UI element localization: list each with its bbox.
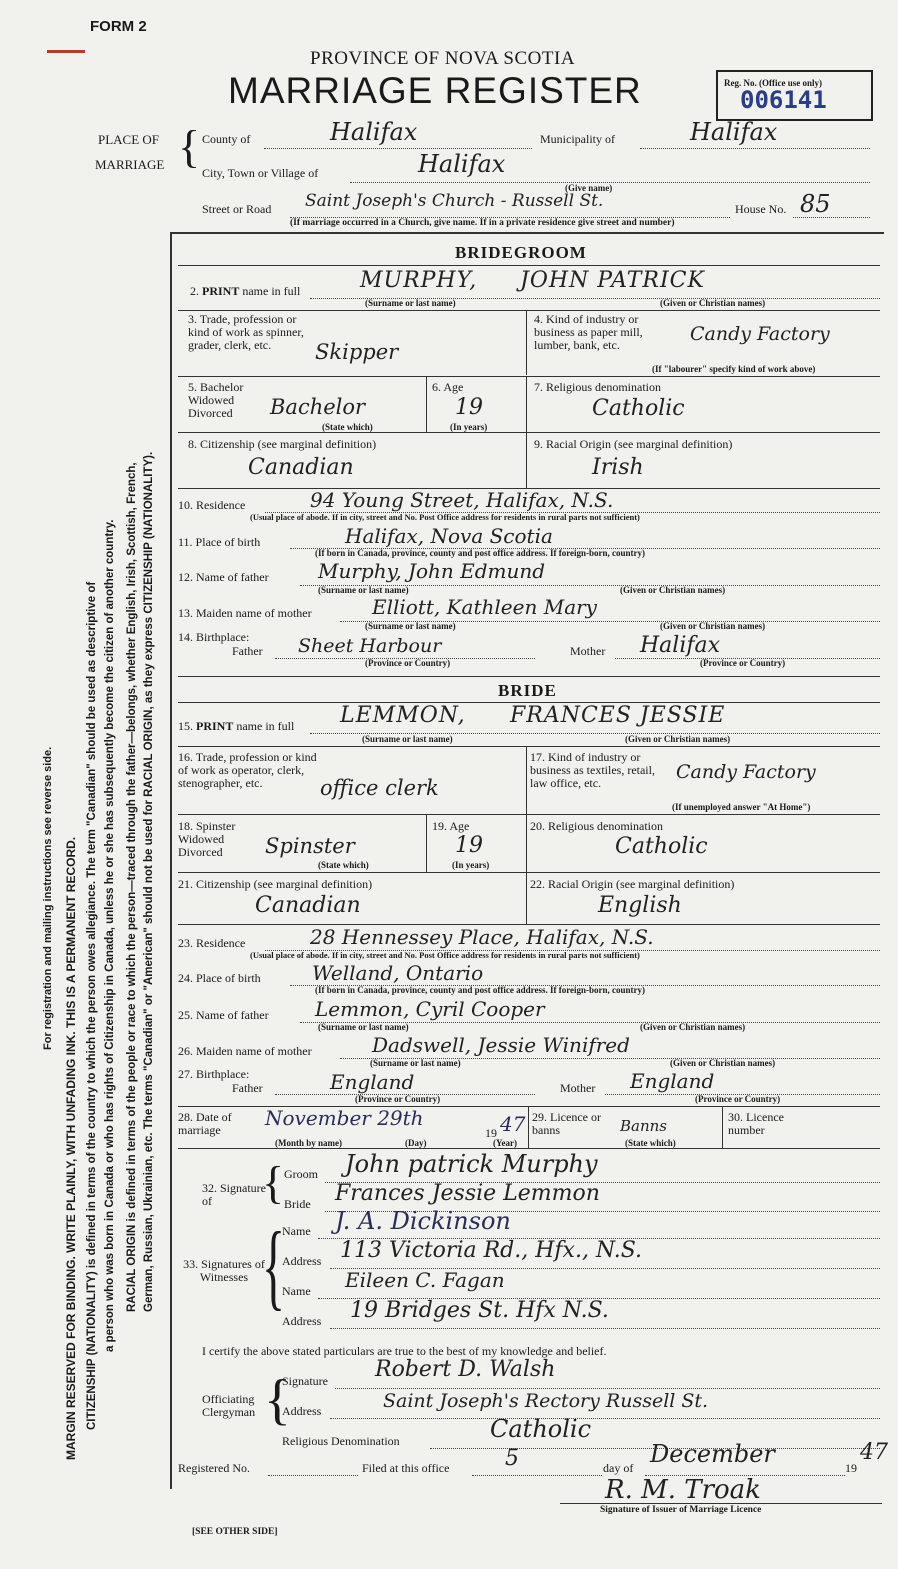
bride-religion-label: 20. Religious denomination xyxy=(530,819,663,833)
bride-father-caption-s: (Surname or last name) xyxy=(318,1022,409,1032)
county-label: County of xyxy=(202,132,251,146)
clergy-label: Officiating Clergyman xyxy=(202,1392,256,1419)
groom-age-caption: (In years) xyxy=(450,422,488,432)
province-heading: PROVINCE OF NOVA SCOTIA xyxy=(310,48,576,69)
bride-status-label: 18. Spinster Widowed Divorced xyxy=(178,819,236,859)
groom-industry: Candy Factory xyxy=(690,323,830,345)
bride-industry: Candy Factory xyxy=(676,761,816,783)
groom-surname: MURPHY, xyxy=(360,268,478,293)
bride-mother-label: 26. Maiden name of mother xyxy=(178,1044,312,1058)
groom-residence-label: 10. Residence xyxy=(178,498,246,512)
issuer-caption: Signature of Issuer of Marriage Licence xyxy=(600,1505,762,1515)
date-label: 28. Date of marriage xyxy=(178,1110,232,1137)
place-label-1: PLACE OF xyxy=(98,132,160,147)
groom-father: Murphy, John Edmund xyxy=(318,559,546,583)
bride-mother: Dadswell, Jessie Winifred xyxy=(372,1033,630,1057)
form-number: FORM 2 xyxy=(90,18,147,35)
give-name-caption: (Give name) xyxy=(565,183,613,193)
clergy-denomination-label: Religious Denomination xyxy=(282,1434,400,1448)
bride-father-label: 25. Name of father xyxy=(178,1008,269,1022)
clergy-denomination: Catholic xyxy=(490,1415,592,1443)
bride-trade-label: 16. Trade, profession or kind of work as operator, clerk, stenographer, etc. xyxy=(178,750,317,790)
day-caption: (Day) xyxy=(405,1138,427,1148)
margin-line-3: CITIZENSHIP (NATIONALITY) is defined in terms of the country to which the person owes allegiance. The term "Canadian" should be used as descriptive of xyxy=(86,581,98,1430)
groom-citizenship-label: 8. Citizenship (see marginal definition) xyxy=(188,437,377,451)
date-value: November 29th xyxy=(265,1106,424,1130)
groom-bp-father: Sheet Harbour xyxy=(298,635,442,657)
licence-label: 29. Licence or banns xyxy=(532,1110,601,1137)
clergy-address-label: Address xyxy=(282,1404,322,1418)
groom-father-caption-g: (Given or Christian names) xyxy=(620,585,726,595)
bride-religion: Catholic xyxy=(615,834,708,859)
groom-age-label: 6. Age xyxy=(432,380,464,394)
bride-mother-caption-g: (Given or Christian names) xyxy=(670,1058,776,1068)
filed-year-prefix: 19 xyxy=(845,1461,857,1475)
red-mark xyxy=(47,50,85,53)
w1-name: J. A. Dickinson xyxy=(335,1207,511,1235)
bride-name-label: 15. PRINT name in full xyxy=(178,719,295,733)
place-label-2: MARRIAGE xyxy=(95,157,165,172)
groom-sig-label: Groom xyxy=(284,1167,318,1181)
municipality-label: Municipality of xyxy=(540,132,615,146)
bride-given-caption: (Given or Christian names) xyxy=(625,734,731,744)
groom-trade: Skipper xyxy=(315,340,399,364)
bride-residence-caption: (Usual place of abode. If in city, street and No. Post Office address for residents in rural parts not sufficient) xyxy=(250,950,640,960)
margin-line-1: For registration and mailing instructions see reverse side. xyxy=(42,746,54,1050)
groom-religion-label: 7. Religious denomination xyxy=(534,380,661,394)
bride-age-caption: (In years) xyxy=(452,860,490,870)
groom-signature: John patrick Murphy xyxy=(345,1150,598,1178)
groom-residence: 94 Young Street, Halifax, N.S. xyxy=(310,488,614,512)
margin-line-2: MARGIN RESERVED FOR BINDING. WRITE PLAINLY, WITH UNFADING INK. THIS IS A PERMANENT RECORD. xyxy=(64,836,78,1460)
groom-bp-mother-caption: (Province or Country) xyxy=(700,658,786,668)
groom-residence-caption: (Usual place of abode. If in city, street and No. Post Office address for residents in rural parts not sufficient) xyxy=(250,512,640,522)
witness-brace: { xyxy=(262,1212,286,1319)
bride-status: Spinster xyxy=(265,834,355,858)
bride-bp-mother-caption: (Province or Country) xyxy=(695,1094,781,1104)
groom-industry-label: 4. Kind of industry or business as paper mill, lumber, bank, etc. xyxy=(534,312,643,352)
street-value: Saint Joseph's Church - Russell St. xyxy=(305,191,604,211)
groom-birth-label: 11. Place of birth xyxy=(178,535,261,549)
bride-bp-father-label: Father xyxy=(232,1081,263,1095)
reg-no-box xyxy=(716,70,873,121)
bride-citizenship: Canadian xyxy=(255,893,361,918)
licence-no-label: 30. Licence number xyxy=(728,1110,784,1137)
month-caption: (Month by name) xyxy=(275,1138,342,1148)
bride-industry-label: 17. Kind of industry or business as textiles, retail, law office, etc. xyxy=(530,750,655,790)
w2-address: 19 Bridges St. Hfx N.S. xyxy=(350,1298,609,1323)
municipality-value: Halifax xyxy=(690,118,778,146)
filed-label: Filed at this office xyxy=(362,1461,450,1475)
bride-status-caption: (State which) xyxy=(318,860,369,870)
clergy-brace: { xyxy=(264,1369,291,1431)
witnesses-label: 33. Signatures of Witnesses xyxy=(183,1257,265,1284)
groom-bp-father-caption: (Province or Country) xyxy=(365,658,451,668)
city-label: City, Town or Village of xyxy=(202,166,319,180)
groom-racial-label: 9. Racial Origin (see marginal definition) xyxy=(534,437,733,451)
groom-mother-caption-g: (Given or Christian names) xyxy=(660,621,766,631)
groom-trade-label: 3. Trade, profession or kind of work as spinner, grader, clerk, etc. xyxy=(188,312,304,352)
bride-bp-mother: England xyxy=(630,1069,715,1093)
bride-sig-label: Bride xyxy=(284,1197,311,1211)
bride-residence: 28 Hennessey Place, Halifax, N.S. xyxy=(310,925,654,949)
year-caption: (Year) xyxy=(493,1138,517,1148)
year-value: 47 xyxy=(500,1112,526,1136)
clergy-signature-label: Signature xyxy=(282,1374,328,1388)
clergy-signature: Robert D. Walsh xyxy=(375,1357,556,1382)
bride-residence-label: 23. Residence xyxy=(178,936,246,950)
bride-header: BRIDE xyxy=(498,681,557,700)
groom-bp-mother-label: Mother xyxy=(570,644,606,658)
street-note: (If marriage occurred in a Church, give name. If in a private residence give street and number) xyxy=(290,218,675,228)
groom-citizenship: Canadian xyxy=(248,455,354,480)
groom-industry-note: (If "labourer" specify kind of work above) xyxy=(652,364,816,374)
groom-birth: Halifax, Nova Scotia xyxy=(345,524,553,548)
bride-bp-mother-label: Mother xyxy=(560,1081,596,1095)
see-other-side: [SEE OTHER SIDE] xyxy=(192,1527,278,1537)
groom-status-caption: (State which) xyxy=(322,422,373,432)
bride-racial: English xyxy=(598,893,682,918)
groom-racial: Irish xyxy=(592,455,644,480)
clergy-address: Saint Joseph's Rectory Russell St. xyxy=(383,1390,709,1412)
groom-bp-father-label: Father xyxy=(232,644,263,658)
licence-caption: (State which) xyxy=(625,1138,676,1148)
w1-name-label: Name xyxy=(282,1224,311,1238)
bride-birth-label: 24. Place of birth xyxy=(178,971,261,985)
licence-value: Banns xyxy=(620,1117,667,1135)
groom-surname-caption: (Surname or last name) xyxy=(365,298,456,308)
bride-father: Lemmon, Cyril Cooper xyxy=(315,997,545,1021)
bride-signature: Frances Jessie Lemmon xyxy=(335,1181,600,1206)
groom-age: 19 xyxy=(455,395,483,420)
registered-label: Registered No. xyxy=(178,1461,250,1475)
year-prefix: 19 xyxy=(485,1126,497,1140)
bride-trade: office clerk xyxy=(320,776,439,800)
bride-surname-caption: (Surname or last name) xyxy=(362,734,453,744)
groom-birth-caption: (If born in Canada, province, county and post office address. If foreign-born, country) xyxy=(315,548,646,558)
house-value: 85 xyxy=(800,190,831,218)
bride-mother-caption-s: (Surname or last name) xyxy=(370,1058,461,1068)
bride-age: 19 xyxy=(455,833,483,858)
groom-status: Bachelor xyxy=(270,395,366,419)
w1-address-label: Address xyxy=(282,1254,322,1268)
groom-given-caption: (Given or Christian names) xyxy=(660,298,766,308)
bridegroom-header: BRIDEGROOM xyxy=(455,243,587,262)
bride-birth-caption: (If born in Canada, province, county and post office address. If foreign-born, country) xyxy=(315,985,646,995)
w2-name: Eileen C. Fagan xyxy=(345,1268,505,1292)
signature-of-label: 32. Signature of xyxy=(202,1181,266,1208)
bride-industry-note: (If unemployed answer "At Home") xyxy=(672,802,811,812)
filed-year: 47 xyxy=(860,1440,888,1465)
bride-bp-father-caption: (Province or Country) xyxy=(355,1094,441,1104)
page-title: MARRIAGE REGISTER xyxy=(228,70,642,111)
groom-mother: Elliott, Kathleen Mary xyxy=(372,595,597,619)
bride-father-caption-g: (Given or Christian names) xyxy=(640,1022,746,1032)
reg-no-label: Reg. No. (Office use only) xyxy=(724,78,822,88)
certify-text: I certify the above stated particulars are true to the best of my knowledge and belief. xyxy=(202,1344,607,1358)
groom-birthplace-label: 14. Birthplace: xyxy=(178,630,250,644)
groom-father-label: 12. Name of father xyxy=(178,570,269,584)
groom-bp-mother: Halifax xyxy=(640,633,721,658)
w2-address-label: Address xyxy=(282,1314,322,1328)
sig-brace: { xyxy=(262,1157,285,1208)
groom-mother-caption-s: (Surname or last name) xyxy=(365,621,456,631)
groom-father-caption-s: (Surname or last name) xyxy=(318,585,409,595)
bride-given: FRANCES JESSIE xyxy=(510,703,726,728)
groom-religion: Catholic xyxy=(592,396,685,421)
county-value: Halifax xyxy=(330,118,418,146)
reg-no-value: 006141 xyxy=(740,86,827,114)
bride-age-label: 19. Age xyxy=(432,819,470,833)
filed-day: 5 xyxy=(505,1446,519,1471)
groom-name-label: 2. PRINT name in full xyxy=(190,284,301,298)
w2-name-label: Name xyxy=(282,1284,311,1298)
w1-address: 113 Victoria Rd., Hfx., N.S. xyxy=(340,1238,643,1263)
bride-bp-father: England xyxy=(330,1070,415,1094)
street-label: Street or Road xyxy=(202,202,272,216)
margin-line-4: a person who was born in Canada or who has rights of Citizenship in Canada, unless he or she has subsequently become the citizen of another country. xyxy=(104,519,116,1352)
bride-citizenship-label: 21. Citizenship (see marginal definition) xyxy=(178,877,373,891)
bride-birth: Welland, Ontario xyxy=(312,961,484,985)
groom-given: JOHN PATRICK xyxy=(520,268,705,293)
house-label: House No. xyxy=(735,202,787,216)
day-of-label: day of xyxy=(603,1461,634,1475)
filed-month: December xyxy=(650,1440,775,1468)
groom-status-label: 5. Bachelor Widowed Divorced xyxy=(188,380,244,420)
bride-surname: LEMMON, xyxy=(340,703,466,728)
issuer-signature: R. M. Troak xyxy=(605,1475,761,1505)
bride-birthplace-label: 27. Birthplace: xyxy=(178,1067,250,1081)
place-brace: { xyxy=(178,121,201,172)
margin-line-5: RACIAL ORIGIN is defined in terms of the people or race to which the person—traced through the father—belongs, whether English, Irish, Scottish, French, xyxy=(126,462,138,1312)
groom-mother-label: 13. Maiden name of mother xyxy=(178,606,312,620)
margin-line-6: German, Russian, Ukrainian, etc. The terms "Canadian" or "American" should not be used for RACIAL ORIGIN, as they express CITIZENSHIP (NATIONALITY). xyxy=(143,451,155,1312)
bride-racial-label: 22. Racial Origin (see marginal definition) xyxy=(530,877,735,891)
city-value: Halifax xyxy=(418,150,506,178)
